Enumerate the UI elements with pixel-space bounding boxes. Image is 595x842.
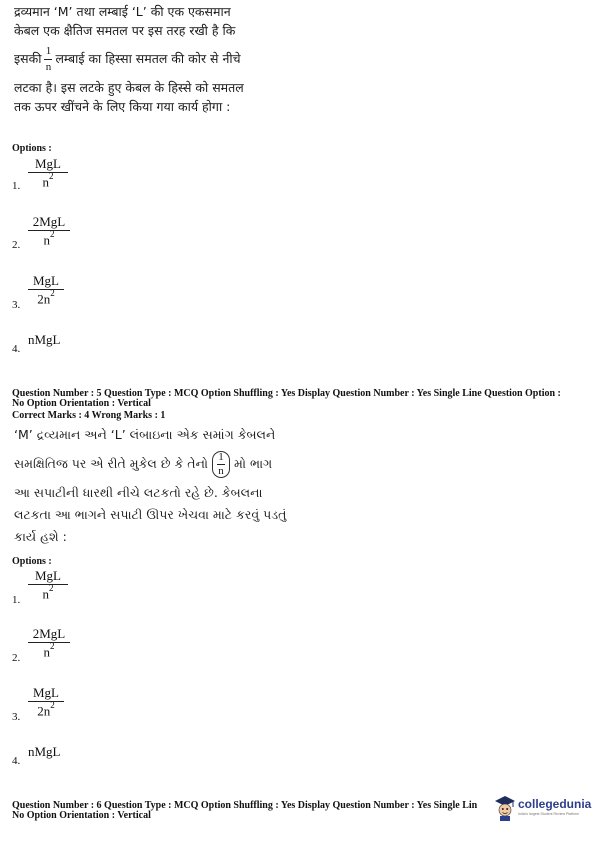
- q5-line-2-pre: સમક્ષિતિજ પર એ રીતે મુકેલ છે કે તેનો: [14, 456, 209, 471]
- q5-marks: Correct Marks : 4 Wrong Marks : 1: [12, 410, 166, 421]
- q4-text-block: [14, 2, 244, 116]
- q5-frac-den: n: [218, 465, 224, 477]
- q4-line-1: द्रव्यमान ‘M’ तथा लम्बाई ‘L’ की एक एकसमान: [14, 4, 231, 19]
- q4-option-4-number[interactable]: 4.: [12, 343, 21, 355]
- q5-option-2-numerator: 2MgL: [32, 626, 66, 641]
- q4-line-4: लटका है। इस लटके हुए केबल के हिस्से को समतल: [14, 80, 244, 95]
- q4-option-1-number[interactable]: 1.: [12, 180, 21, 192]
- logo-tagline: India's largest Student Review Platform: [518, 812, 579, 816]
- q5-option-1-numerator: MgL: [35, 568, 61, 583]
- q5-line-2-post: મો ભાગ: [234, 456, 273, 471]
- q4-line-3-post: लम्बाई का हिस्सा समतल की कोर से नीचे: [55, 51, 241, 66]
- q6-meta-line-1: Question Number : 6 Question Type : MCQ Option Shuffling : Yes Display Question Number : Yes Single Lin: [12, 800, 478, 811]
- q5-line-2: [14, 446, 286, 482]
- q4-line-5: तक ऊपर खींचने के लिए किया गया कार्य होगा :: [14, 99, 231, 114]
- q4-option-2-number[interactable]: 2.: [12, 239, 21, 251]
- q4-option-1-fraction[interactable]: [28, 156, 68, 190]
- q5-option-4-number[interactable]: 4.: [12, 755, 21, 767]
- graduate-mascot-icon: [494, 795, 516, 821]
- q5-option-3-number[interactable]: 3.: [12, 711, 21, 723]
- q5-text-block: [14, 424, 286, 548]
- q4-option-3-denominator: $2n^2$: [37, 288, 55, 307]
- q4-option-2-numerator: 2MgL: [32, 214, 66, 229]
- q4-option-3-number[interactable]: 3.: [12, 299, 21, 311]
- q5-option-3-denominator: $2n^2$: [37, 700, 55, 719]
- q4-option-4-text[interactable]: nMgL: [28, 332, 61, 347]
- q5-option-3-fraction[interactable]: [28, 685, 64, 719]
- q5-line-3: આ સપાટીની ધારથી નીચે લટકતો રહે છે. કેબલના: [14, 485, 263, 500]
- q4-line-3: [14, 40, 244, 78]
- q4-option-3-numerator: MgL: [33, 273, 59, 288]
- q5-option-1-denominator: $n^2$: [42, 583, 54, 602]
- q4-option-1-numerator: MgL: [35, 156, 61, 171]
- q6-meta-line-2: No Option Orientation : Vertical: [12, 810, 151, 821]
- q4-line-2: केबल एक क्षैतिज समतल पर इस तरह रखी है कि: [14, 23, 236, 38]
- q5-option-3-numerator: MgL: [33, 685, 59, 700]
- q4-option-3-fraction[interactable]: [28, 273, 64, 307]
- q4-option-2-denominator: $n^2$: [43, 229, 55, 248]
- q4-frac-den: n: [45, 61, 52, 73]
- q5-option-4-text[interactable]: nMgL: [28, 744, 61, 759]
- q5-frac-num: 1: [218, 451, 224, 463]
- q5-options-label: Options :: [12, 556, 52, 567]
- q5-option-1-fraction[interactable]: [28, 568, 68, 602]
- q5-meta-line-1: Question Number : 5 Question Type : MCQ Option Shuffling : Yes Display Question Number : Yes Single Line Question Option :: [12, 388, 561, 399]
- q5-option-2-number[interactable]: 2.: [12, 652, 21, 664]
- q5-meta-line-2: No Option Orientation : Vertical: [12, 398, 151, 409]
- q5-option-1-number[interactable]: 1.: [12, 594, 21, 606]
- q5-line-1: ‘M’ દ્રવ્યમાન અને ‘L’ લંબાઇના એક સમાંગ કેબલને: [14, 427, 276, 442]
- q5-option-2-fraction[interactable]: [28, 626, 70, 660]
- q5-line-4: લટકતા આ ભાગને સપાટી ઊપર ખેચવા માટે કરવું પડતું: [14, 507, 287, 522]
- q4-option-1-denominator: $n^2$: [42, 171, 54, 190]
- q4-frac-num: 1: [45, 45, 52, 57]
- q5-option-2-denominator: $n^2$: [43, 641, 55, 660]
- q5-inline-fraction: [212, 451, 230, 478]
- q4-option-2-fraction[interactable]: [28, 214, 70, 248]
- q4-line-3-pre: इसकी: [14, 51, 42, 66]
- logo-name: collegedunia: [518, 797, 592, 811]
- q5-line-5: કાર્ય હશે :: [14, 529, 67, 544]
- q4-inline-fraction: [44, 46, 52, 73]
- q4-options-label: Options :: [12, 143, 52, 154]
- collegedunia-logo: [492, 794, 595, 822]
